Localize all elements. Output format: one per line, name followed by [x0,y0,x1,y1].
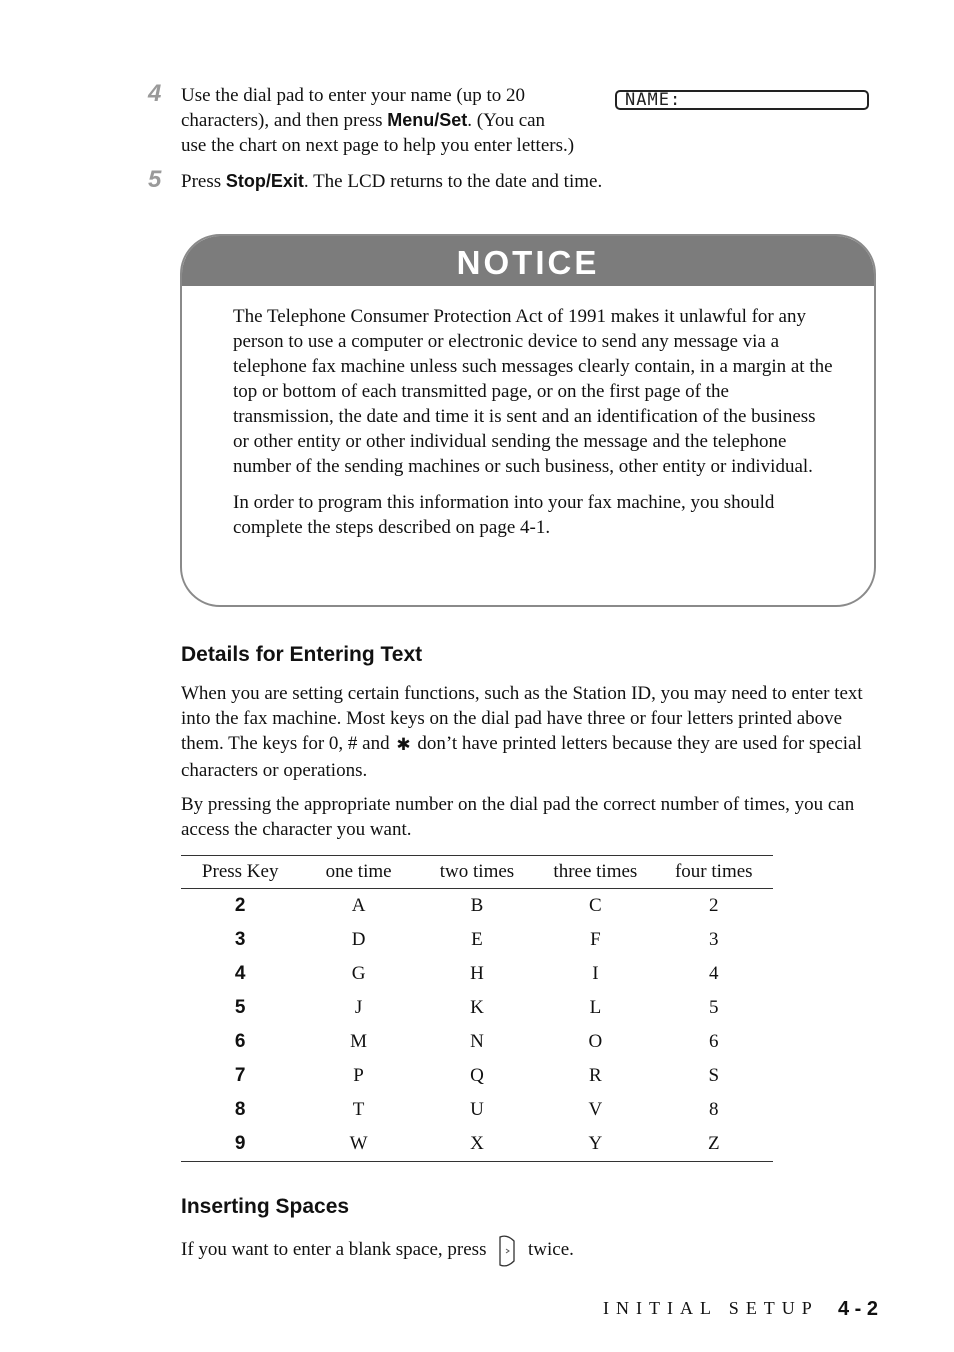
table-cell: I [592,963,599,984]
right-arrow-key-icon [496,1233,518,1269]
step-4-line-1: Use the dial pad to enter your name (up to 20 [181,85,526,106]
exit-key-label: Exit [270,171,304,191]
lcd-display: NAME: [615,90,869,110]
menu-key-label: Menu [387,110,435,130]
table-cell: R [589,1065,602,1086]
header-three-times: three times [536,856,654,889]
table-cell: 5 [709,997,719,1018]
details-paragraph-2: By pressing the appropriate number on the dial pad the correct number of times, you can access the character you want. [181,794,855,840]
table-cell: O [588,1031,603,1052]
table-cell: E [471,929,483,950]
table-cell: 6 [709,1031,719,1052]
table-cell: W [299,1127,417,1162]
table-row [181,1059,773,1093]
notice-title: NOTICE [182,236,874,286]
star-key-icon: ✱ [396,735,411,755]
table-cell: J [354,997,363,1018]
step-number-4: 4 [148,80,162,107]
table-cell: Q [470,1065,484,1086]
table-row [181,957,773,991]
step-5-start: Press [181,171,226,192]
step-4-text [181,83,611,158]
table-row [181,889,773,924]
table-cell: F [590,929,601,950]
step-5-end: . The LCD returns to the date and time. [303,171,603,192]
stop-key-label: Stop [225,171,266,191]
spaces-text-start: If you want to enter a blank space, press [181,1239,492,1260]
table-header-row [181,856,773,889]
step-4-line-2-end: . (You can [467,110,546,131]
table-cell: 2 [709,895,719,916]
key-character-table [181,855,773,1162]
table-cell: U [470,1099,484,1120]
header-press-key: Press Key [181,856,299,889]
spaces-text-end: twice. [523,1239,574,1260]
table-row [181,991,773,1025]
step-4-line-2: characters), and then press [181,110,388,131]
notice-paragraph-1: The Telephone Consumer Protection Act of 1991 makes it unlawful for any person to use a computer or electronic device to send any message via a telephone fax machine unless such messages clearly contain, in a margin at the top or bottom of each transmitted page, or on the first page of the transmission, the date and time it is sent and an identification of the business or other entity or other individual sending the message and the telephone number of the sending machines or such business, other entity or individual. [233,306,833,477]
key-cell: 5 [234,997,246,1018]
table-cell: 4 [709,963,719,984]
details-p1-start: When you are setting certain functions, such as the Station ID, you may need to enter text into the fax machine. Most keys on the dial pad have three or four letters printed above them. The keys for 0, # and [181,683,863,754]
table-cell: H [470,963,484,984]
header-two-times: two times [418,856,536,889]
key-cell: 7 [234,1065,246,1086]
notice-box [180,234,876,607]
table-cell: N [470,1031,484,1052]
step-5-text [181,169,602,194]
table-cell: B [470,895,484,916]
table-cell: M [350,1031,368,1052]
inserting-spaces-heading: Inserting Spaces [181,1195,350,1218]
table-cell: K [470,997,484,1018]
key-cell: 6 [234,1031,246,1052]
step-4-line-3: use the chart on next page to help you enter letters.) [181,135,575,156]
table-cell: T [352,1099,365,1120]
key-separator: / [434,110,440,130]
table-cell: Z [655,1127,773,1162]
key-cell: 2 [234,895,246,916]
table-cell: Y [536,1127,654,1162]
table-cell: 3 [709,929,719,950]
page-number: 4 - 2 [838,1298,879,1320]
details-p1-end: don’t have printed letters because they are used for special characters or operations. [181,733,862,781]
notice-paragraph-2: In order to program this information into your fax machine, you should complete the steps described on page 4-1. [233,492,775,538]
header-one-time: one time [299,856,417,889]
details-paragraph-1 [181,681,876,783]
table-cell: V [588,1099,603,1120]
header-four-times: four times [655,856,773,889]
key-cell: 8 [234,1099,246,1120]
details-heading: Details for Entering Text [181,643,423,666]
set-key-label: Set [439,110,468,130]
table-row [181,1025,773,1059]
notice-body [233,304,833,551]
key-cell: 3 [234,929,246,950]
table-cell: L [589,997,602,1018]
table-cell: C [589,895,602,916]
step-number-5: 5 [148,166,162,193]
table-cell: 8 [709,1099,719,1120]
key-cell: 4 [234,963,246,984]
key-separator: / [265,171,271,191]
inserting-spaces-text [181,1233,881,1269]
table-row [181,1093,773,1127]
table-cell: G [351,963,366,984]
table-row [181,1127,773,1162]
table-cell: X [418,1127,536,1162]
table-cell: P [353,1065,364,1086]
key-cell: 9 [181,1127,299,1162]
table-cell: D [351,929,366,950]
table-cell: A [351,895,366,916]
table-cell: S [708,1065,720,1086]
table-row [181,923,773,957]
footer-section-title: INITIAL SETUP [603,1298,819,1318]
